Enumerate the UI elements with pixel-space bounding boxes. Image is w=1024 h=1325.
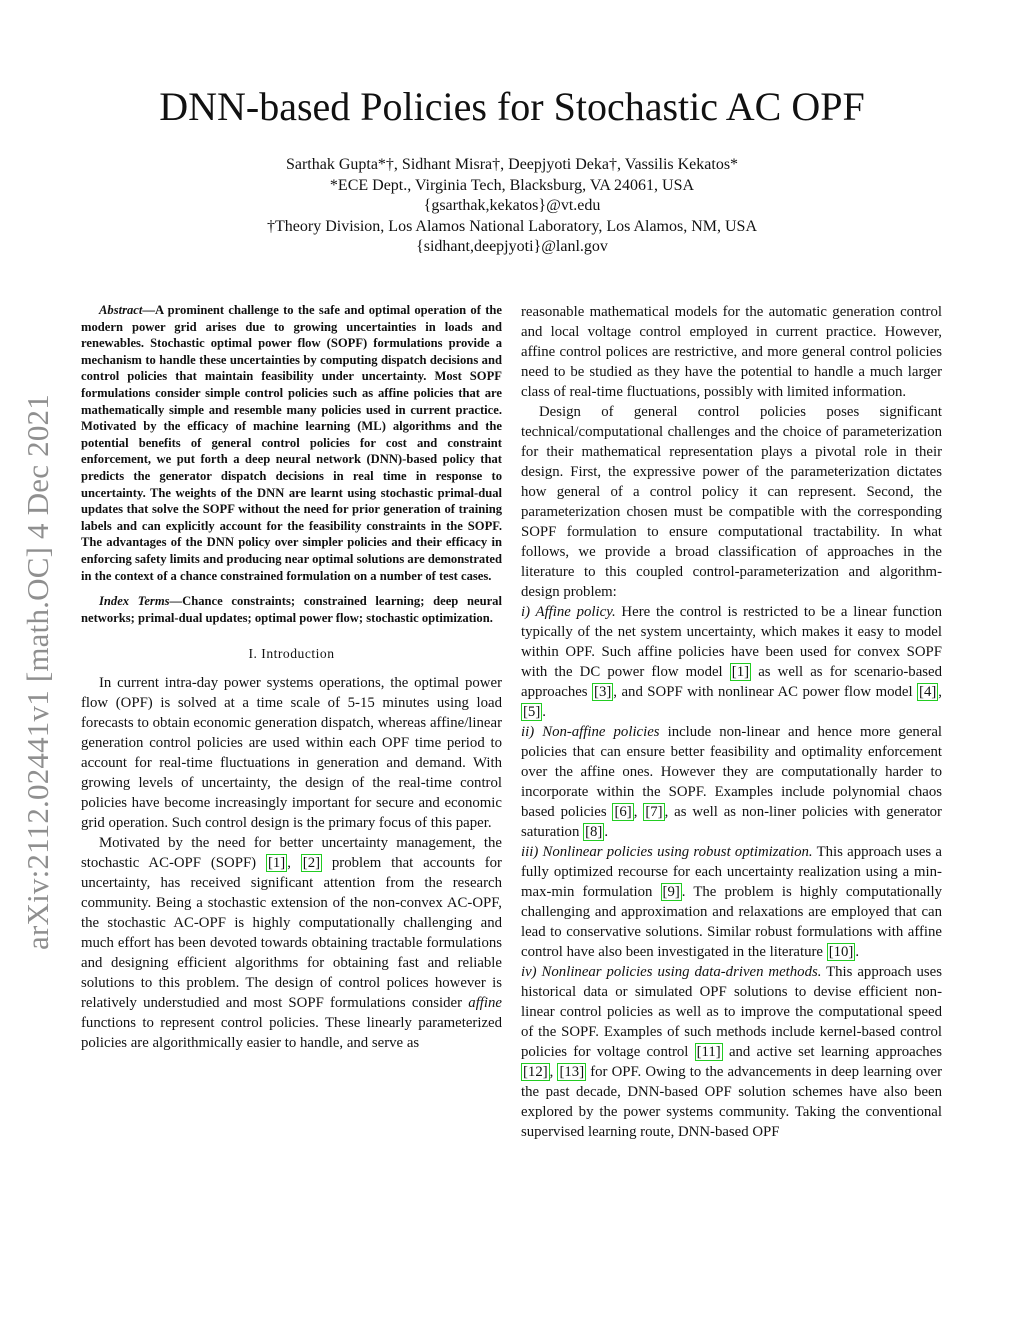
intro-paragraph-2 bbox=[81, 833, 502, 1053]
author-block bbox=[0, 155, 1024, 258]
citation-link[interactable]: [3] bbox=[594, 684, 612, 700]
citation-link[interactable]: [10] bbox=[828, 944, 854, 960]
text-run: . The problem is highly computationally challenging and approximation and relaxations are employed that can lead to conservative solutions. Similar robust formulations with affine control have also been investigated in the literature bbox=[521, 884, 942, 960]
abstract bbox=[81, 302, 502, 584]
affiliation-vt: *ECE Dept., Virginia Tech, Blacksburg, VA 24061, USA bbox=[329, 176, 695, 194]
index-terms-label: Index Terms bbox=[99, 594, 170, 609]
text-run: problem that accounts for uncertainty, has received significant attention from the research community. Being a stochastic extension of the non-convex AC-OPF, the stochastic AC-OPF is highly computationally challenging and much effort has been devoted towards obtaining tractable formulations and designing efficient algorithms for obtaining fast and reliable solutions to this problem. The design of control polices however is relatively understudied and most SOPF formulations consider bbox=[81, 855, 502, 1012]
author-names: Sarthak Gupta*†, Sidhant Misra†, Deepjyoti Deka†, Vassilis Kekatos* bbox=[285, 156, 739, 173]
text-run: . bbox=[604, 824, 609, 840]
item-label: i) Affine policy. bbox=[521, 604, 616, 620]
affiliation-lanl: †Theory Division, Los Alamos National Laboratory, Los Alamos, NM, USA bbox=[266, 217, 758, 235]
text-run: , as well as non-liner policies with generator saturation bbox=[521, 804, 942, 840]
intro-paragraph-3: reasonable mathematical models for the automatic generation control and local voltage control employed in current practice. However, affine control polices are restrictive, and more general control policies need to be studied as they have the potential to handle a much larger class of real-time fluctuations, possibly with limited information. bbox=[521, 304, 942, 400]
text-run: Here the control is restricted to be a linear function typically of the net system uncertainty, which makes it easy to model within OPF. Such affine policies have been used for convex SOPF with the DC power flow model bbox=[521, 604, 942, 680]
policy-item-data-driven bbox=[521, 962, 942, 1142]
policy-item-affine bbox=[521, 602, 942, 722]
citation-link[interactable]: [4] bbox=[919, 684, 937, 700]
citation-link[interactable]: [12] bbox=[523, 1064, 548, 1080]
text-run: . bbox=[542, 704, 546, 720]
text-run: , bbox=[549, 1064, 558, 1080]
citation-link[interactable]: [1] bbox=[731, 664, 750, 680]
citation-link[interactable]: [8] bbox=[585, 824, 603, 840]
email-vt: {gsarthak,kekatos}@vt.edu bbox=[423, 197, 601, 214]
item-label: ii) Non-affine policies bbox=[521, 724, 660, 740]
left-column bbox=[81, 302, 502, 1053]
index-terms bbox=[81, 593, 502, 626]
citation-link[interactable]: [9] bbox=[662, 884, 680, 900]
arxiv-identifier: arXiv:2112.02441v1 [math.OC] 4 Dec 2021 bbox=[20, 394, 55, 950]
text-run: , bbox=[633, 804, 644, 820]
citation-link[interactable]: [5] bbox=[523, 704, 541, 720]
text-run: This approach uses a fully optimized recourse for each uncertainty realization using a min-max-min formulation bbox=[521, 844, 942, 900]
citation-link[interactable]: [7] bbox=[645, 804, 663, 820]
policy-item-robust bbox=[521, 842, 942, 962]
text-run: for OPF. Owing to the advancements in deep learning over the past decade, DNN-based OPF solution schemes have also been explored by the power systems community. Taking the conventional supervised learning route, DNN-based OPF bbox=[521, 1064, 942, 1140]
paper-title: DNN-based Policies for Stochastic AC OPF bbox=[159, 84, 865, 129]
text-run: functions to represent control policies. These linearly parameterized policies are algorithmically easier to handle, and serve as bbox=[81, 1015, 502, 1052]
intro-paragraph-4: Design of general control policies poses significant technical/computational challenges and the choice of parameterization for their mathematical representation plays a pivotal role in their design. First, the expressive power of the parameterization dictates how general of a control policy it can represent. Second, the parameterization chosen must be compatible with the corresponding SOPF formulation to ensure computational tractability. In what follows, we provide a broad classification of approaches in the literature to this coupled control-parameterization and algorithm-design problem: bbox=[521, 404, 942, 600]
right-column bbox=[521, 302, 942, 1142]
text-run-italic: affine bbox=[468, 995, 502, 1012]
citation-link[interactable]: [6] bbox=[614, 804, 632, 820]
text-run: as well as for scenario-based approaches bbox=[521, 664, 942, 700]
abstract-text: —A prominent challenge to the safe and optimal operation of the modern power grid arises due to growing uncertainties in loads and renewables. Stochastic optimal power flow (SOPF) formulations provide a mechanism to handle these uncertainties by computing dispatch decisions and control policies that maintain feasibility under uncertainty. Most SOPF formulations consider simple control policies such as affine policies that are mathematically simple and resemble many policies used in current practice. Motivated by the efficacy of machine learning (ML) algorithms and the potential benefits of general control policies for cost and constraint enforcement, we put forth a deep neural network (DNN)-based policy that predicts the generator dispatch decisions in real time in response to uncertainty. The weights of the DNN are learnt using stochastic primal-dual updates that solve the SOPF without the need for prior generation of training labels and can explicitly account for the feasibility constraints in the SOPF. The advantages of the DNN policy over simpler policies and their efficacy in enforcing safety limits and producing near optimal solutions are demonstrated in the context of a chance constrained formulation on a number of test cases. bbox=[81, 303, 502, 583]
text-run: and active set learning approaches bbox=[722, 1044, 942, 1060]
intro-paragraph-1: In current intra-day power systems operations, the optimal power flow (OPF) is solved at a time scale of 5-15 minutes using load forecasts to obtain economic generation dispatch, whereas affine/linear generation control policies are used within each OPF time period to account for real-time fluctuations in generation and demand. With growing levels of uncertainty, the design of the real-time control policies have become increasingly important for secure and economic grid operation. Such control design is the primary focus of this paper. bbox=[81, 675, 502, 832]
text-run: This approach uses historical data or simulated OPF solutions to devise efficient non-linear control policies as well as to improve the computational speed of the SOPF. Examples of such methods include kernel-based control policies for voltage control bbox=[521, 964, 942, 1060]
abstract-label: Abstract bbox=[99, 303, 143, 317]
citation-link[interactable]: [11] bbox=[696, 1044, 721, 1060]
item-label: iii) Nonlinear policies using robust optimization. bbox=[521, 844, 813, 860]
text-run: , bbox=[287, 855, 301, 872]
index-terms-text: —Chance constraints; constrained learning; deep neural networks; primal-dual updates; optimal power flow; stochastic optimization. bbox=[81, 594, 502, 625]
text-run: Motivated by the need for better uncertainty management, the stochastic AC-OPF (SOPF) bbox=[81, 835, 502, 872]
text-run: , and SOPF with nonlinear AC power flow model bbox=[613, 684, 918, 700]
text-run: , bbox=[938, 684, 942, 700]
citation-link[interactable]: [13] bbox=[559, 1064, 585, 1080]
text-run: . bbox=[855, 944, 860, 960]
citation-link[interactable]: [1] bbox=[267, 855, 286, 872]
email-lanl: {sidhant,deepjyoti}@lanl.gov bbox=[416, 238, 608, 255]
policy-item-non-affine bbox=[521, 722, 942, 842]
text-run: include non-linear and hence more general policies that can ensure better feasibility and optimality enforcement over the affine ones. However they are computationally harder to incorporate within the SOPF. Examples include polynomial chaos based policies bbox=[521, 724, 942, 820]
item-label: iv) Nonlinear policies using data-driven methods. bbox=[521, 964, 822, 980]
citation-link[interactable]: [2] bbox=[302, 855, 321, 872]
section-heading-introduction: I. Introduction bbox=[248, 646, 335, 662]
